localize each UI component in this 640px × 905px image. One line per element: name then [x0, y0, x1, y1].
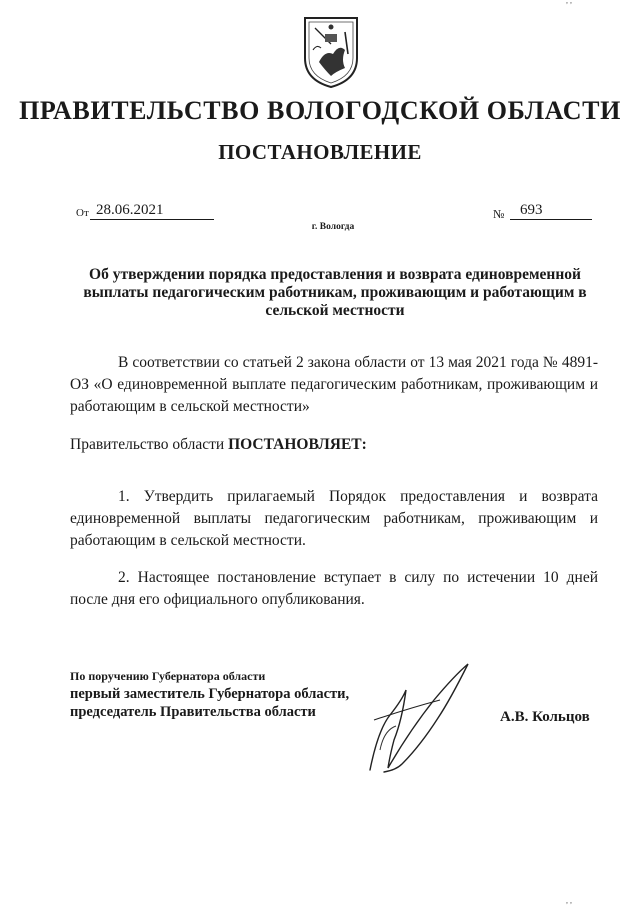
- preamble-paragraph: В соответствии со статьей 2 закона области от 13 мая 2021 года № 4891-ОЗ «О единовременной выплате педагогическим работникам, проживающим и работающим в сельской местности»: [70, 354, 598, 415]
- government-title: ПРАВИТЕЛЬСТВО ВОЛОГОДСКОЙ ОБЛАСТИ: [19, 96, 621, 125]
- resolution-prefix: Правительство области: [70, 436, 229, 453]
- page-mark-top: , ,: [566, 0, 572, 5]
- signatory-name: А.В. Кольцов: [500, 709, 590, 725]
- document-subject: Об утверждении порядка предоставления и возврата единовременной выплаты педагогическим работникам, проживающим и работающим в сельской местности: [83, 266, 587, 319]
- date-prefix: От: [76, 207, 89, 219]
- handwritten-signature-icon: [350, 660, 480, 775]
- document-number: 693: [510, 202, 592, 220]
- page-mark-bottom: , ,: [566, 896, 572, 905]
- clause-2: 2. Настоящее постановление вступает в силу по истечении 10 дней после дня его официального опубликования.: [70, 569, 598, 608]
- signatory-line-3: председатель Правительства области: [70, 704, 316, 720]
- signatory-line-2: первый заместитель Губернатора области,: [70, 686, 350, 702]
- document-type: ПОСТАНОВЛЕНИЕ: [218, 140, 422, 164]
- number-prefix: №: [493, 207, 505, 221]
- resolution-line: [70, 434, 367, 456]
- document-date: 28.06.2021: [90, 202, 214, 220]
- clause-1: 1. Утвердить прилагаемый Порядок предоставления и возврата единовременной выплаты педагогическим работникам, проживающим и работающим в сельской местности.: [70, 488, 598, 549]
- resolution-keyword: ПОСТАНОВЛЯЕТ:: [228, 436, 367, 453]
- signatory-line-1: По поручению Губернатора области: [70, 669, 266, 683]
- city: г. Вологда: [311, 222, 355, 232]
- coat-of-arms-icon: [301, 14, 361, 90]
- signatory-block: [70, 668, 349, 721]
